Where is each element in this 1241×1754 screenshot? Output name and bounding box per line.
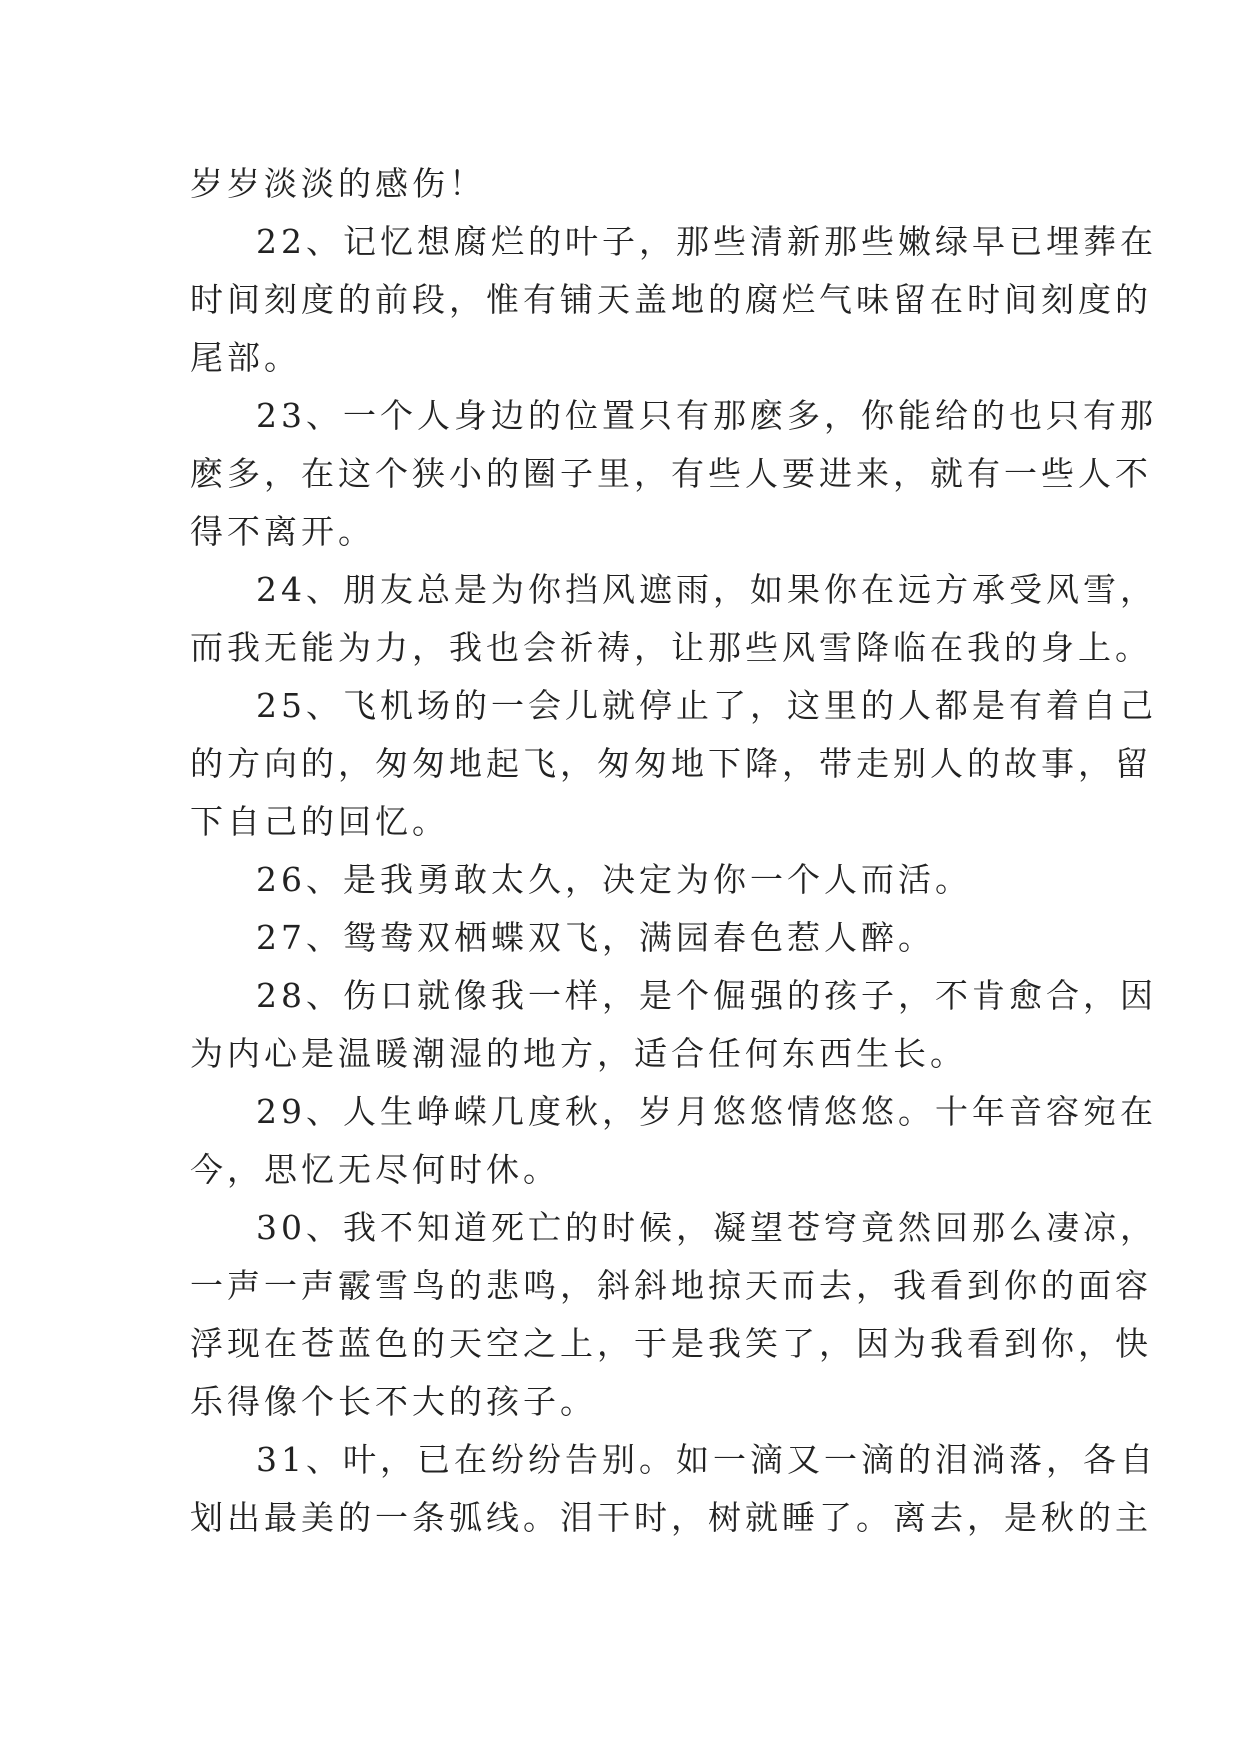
paragraph-p23 (190, 387, 1157, 561)
text-line: 28、伤口就像我一样，是个倔强的孩子，不肯愈合，因 (256, 976, 1157, 1015)
paragraph-p26 (190, 851, 1070, 909)
paragraph-p27 (190, 909, 1070, 967)
text-line: 23、一个人身边的位置只有那麽多，你能给的也只有那 (256, 396, 1157, 435)
text-line: 26、是我勇敢太久，决定为你一个人而活。 (256, 860, 972, 899)
text-line: 22、记忆想腐烂的叶子，那些清新那些嫩绿早已埋葬在 (256, 222, 1157, 261)
text-line: 下自己的回忆。 (190, 802, 449, 841)
paragraph-p28 (190, 967, 1157, 1083)
text-line: 今，思忆无尽何时休。 (190, 1150, 560, 1189)
text-line: 的方向的，匆匆地起飞，匆匆地下降，带走别人的故事，留 (190, 744, 1152, 783)
paragraph-p31 (190, 1431, 1157, 1547)
document-body (190, 155, 1157, 1547)
text-line: 24、朋友总是为你挡风遮雨，如果你在远方承受风雪， (256, 570, 1157, 609)
text-line: 岁岁淡淡的感伤！ (190, 164, 486, 203)
paragraph-p30 (190, 1199, 1157, 1431)
paragraph-p25 (190, 677, 1157, 851)
text-line: 划出最美的一条弧线。泪干时，树就睡了。离去，是秋的主 (190, 1498, 1152, 1537)
paragraph-p24 (190, 561, 1157, 677)
text-line: 31、叶，已在纷纷告别。如一滴又一滴的泪淌落，各自 (256, 1440, 1157, 1479)
text-line: 25、飞机场的一会儿就停止了，这里的人都是有着自己 (256, 686, 1157, 725)
text-line: 尾部。 (190, 338, 301, 377)
paragraph-p22 (190, 213, 1157, 387)
text-line: 为内心是温暖潮湿的地方，适合任何东西生长。 (190, 1034, 967, 1073)
text-line: 29、人生峥嵘几度秋，岁月悠悠情悠悠。十年音容宛在 (256, 1092, 1157, 1131)
text-line: 30、我不知道死亡的时候，凝望苍穹竟然回那么凄凉， (256, 1208, 1157, 1247)
text-line: 麽多，在这个狭小的圈子里，有些人要进来，就有一些人不 (190, 454, 1152, 493)
text-line: 27、鸳鸯双栖蝶双飞，满园春色惹人醉。 (256, 918, 935, 957)
text-line: 浮现在苍蓝色的天空之上，于是我笑了，因为我看到你，快 (190, 1324, 1152, 1363)
paragraph-p29 (190, 1083, 1157, 1199)
text-line: 乐得像个长不大的孩子。 (190, 1382, 597, 1421)
text-line: 一声一声霰雪鸟的悲鸣，斜斜地掠天而去，我看到你的面容 (190, 1266, 1152, 1305)
text-line: 而我无能为力，我也会祈祷，让那些风雪降临在我的身上。 (190, 628, 1152, 667)
text-line: 时间刻度的前段，惟有铺天盖地的腐烂气味留在时间刻度的 (190, 280, 1152, 319)
text-line: 得不离开。 (190, 512, 375, 551)
paragraph-p21-tail (190, 155, 1070, 213)
